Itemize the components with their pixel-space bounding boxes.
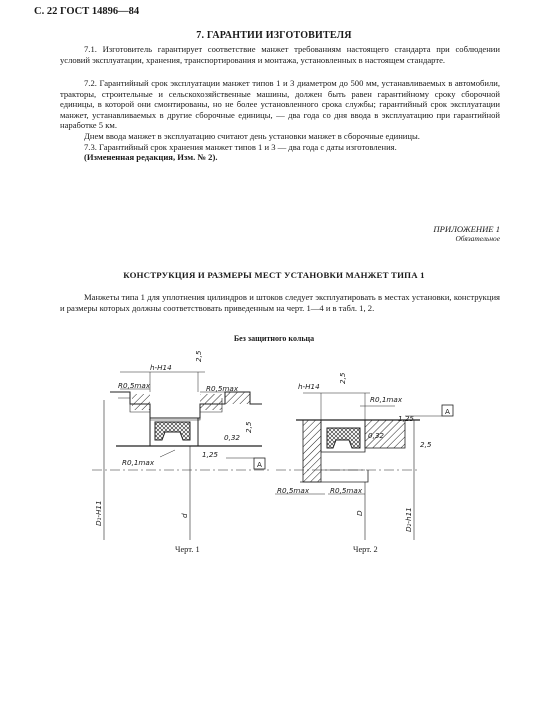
amendment-note: (Измененная редакция, Изм. № 2).: [84, 152, 218, 163]
fig1-tol: A: [257, 460, 262, 469]
figure-caption: Без защитного кольца: [233, 334, 315, 343]
fig2-r2: R0,5max: [277, 486, 310, 495]
fig2-tol: A: [445, 407, 450, 416]
paragraph-day: Днем ввода манжет в эксплуатацию считают день установки манжет в сборочные единицы.: [84, 130, 420, 141]
fig1-r3: R0,1max: [122, 458, 155, 467]
fig2-D: D: [355, 510, 364, 516]
fig2-c3: 2,5: [420, 440, 432, 449]
fig1-r1: R0,5max: [118, 381, 151, 390]
fig1-d1: D₁-H11: [94, 500, 103, 526]
appendix-status: Обязательное: [455, 234, 500, 243]
running-header: С. 22 ГОСТ 14896—84: [34, 6, 140, 17]
fig2-dim-a: 2,5: [338, 372, 347, 384]
fig2-r3: R0,5max: [330, 486, 363, 495]
fig2-c: 0,32: [368, 431, 385, 440]
paragraph-7-2: 7.2. Гарантийный срок эксплуатации манжет типов 1 и 3 диаметром до 500 мм, устанавливаемых в автомобили, тракторы, строительные и сельскохозяйственные машины, должен быть равен гарантийному сроку сборочной единицы, в которой они смонтированы, но не более установленного срока службы; гарантийный срок эксплуатации манжет, устанавливаемых в другие сборочные единицы, — два года со дня ввода в эксплуатацию при гарантийной наработке 5 км.: [60, 78, 500, 131]
drawing-fig2: [275, 372, 453, 540]
fig1-r2: R0,5max: [206, 384, 239, 393]
drawing-fig1: [92, 350, 270, 540]
appendix-title: ПРИЛОЖЕНИЕ 1: [433, 224, 500, 234]
intro-paragraph: Манжеты типа 1 для уплотнения цилиндров и штоков следует эксплуатировать в местах установки, конструкция и размеры которых должны соответствовать приведенным на черт. 1—4 и в табл. 1, 2.: [60, 292, 500, 313]
fig2-d2: D₂-h11: [404, 507, 413, 532]
fig1-c2: 1,25: [202, 450, 219, 459]
fig1-dim-a: 2,5: [194, 350, 203, 362]
fig2-r1: R0,1max: [370, 395, 403, 404]
fig2-label: Черт. 2: [353, 545, 378, 554]
fig1-c3: 2,5: [244, 421, 253, 433]
fig1-label: Черт. 1: [175, 545, 200, 554]
section-title: 7. ГАРАНТИИ ИЗГОТОВИТЕЛЯ: [196, 30, 352, 41]
fig2-c2: 1,25: [398, 414, 415, 423]
fig1-dim-h: h-H14: [150, 363, 172, 372]
paragraph-7-1: 7.1. Изготовитель гарантирует соответствие манжет требованиям настоящего стандарта при соблюдении условий эксплуатации, хранения, транспортирования и монтажа, установленных в настоящем стандарте.: [60, 44, 500, 65]
fig2-dim-h: h-H14: [298, 382, 320, 391]
fig1-d: d: [180, 513, 189, 518]
appendix-heading: КОНСТРУКЦИЯ И РАЗМЕРЫ МЕСТ УСТАНОВКИ МАНЖЕТ ТИПА 1: [123, 270, 425, 280]
fig1-c: 0,32: [224, 433, 241, 442]
paragraph-7-3: 7.3. Гарантийный срок хранения манжет типов 1 и 3 — два года с даты изготовления.: [84, 141, 397, 152]
